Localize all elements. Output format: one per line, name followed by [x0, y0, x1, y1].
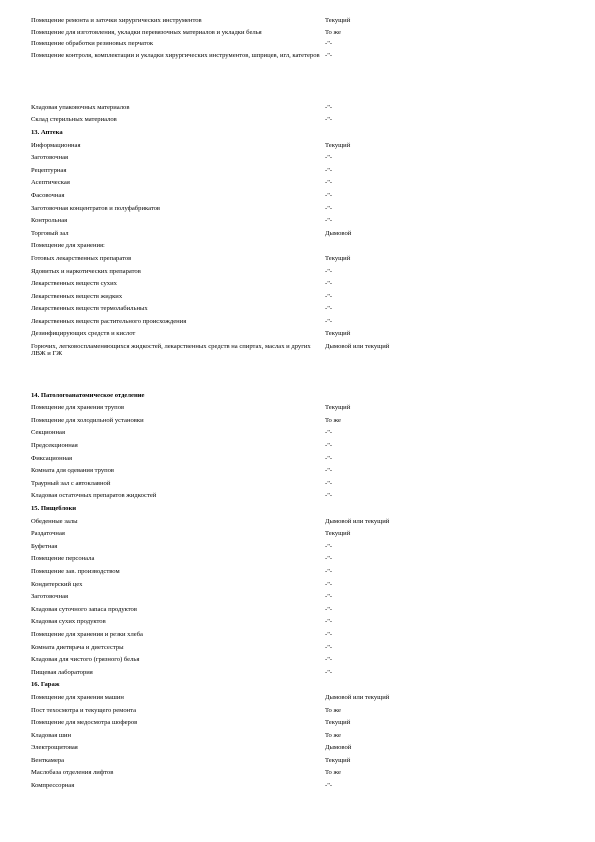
disinfection-method: -"- — [325, 166, 333, 174]
room-name: Кладовая для чистого (грязного) белья — [31, 656, 140, 664]
disinfection-method: То же — [325, 731, 341, 739]
table-row — [0, 604, 595, 617]
table-row — [0, 102, 595, 115]
room-name: Кладовая сухих продуктов — [31, 618, 106, 626]
room-name: Предсекционная — [31, 442, 78, 450]
disinfection-method: Текущий — [325, 404, 351, 412]
disinfection-method: -"- — [325, 542, 333, 550]
table-row — [0, 767, 595, 780]
room-name: Фасовочная — [31, 191, 65, 199]
table-row — [0, 328, 595, 341]
disinfection-method: -"- — [325, 267, 333, 275]
room-name: Траурный зал с автоклавной — [31, 479, 111, 487]
table-row — [0, 742, 595, 755]
room-name: Помещение зав. производством — [31, 567, 120, 575]
room-name: Пищевая лаборатория — [31, 668, 93, 676]
room-name: Буфетная — [31, 542, 58, 550]
table-row — [0, 278, 595, 291]
room-name: Раздаточная — [31, 530, 65, 538]
disinfection-method: -"- — [325, 492, 333, 500]
disinfection-method: То же — [325, 706, 341, 714]
room-name: Контрольная — [31, 217, 68, 225]
room-name: Электрощитовая — [31, 744, 78, 752]
room-name: Склад стерильных материалов — [31, 116, 117, 124]
disinfection-method: -"- — [325, 618, 333, 626]
room-name: Асептическая — [31, 179, 70, 187]
section-gap — [0, 360, 595, 390]
room-name: Помещение для изготовления, укладки перевязочных материалов и укладки белья — [31, 29, 262, 37]
room-name: Кладовая упаковочных материалов — [31, 103, 130, 111]
table-row — [0, 190, 595, 203]
disinfection-method: -"- — [325, 656, 333, 664]
table-row — [0, 415, 595, 428]
disinfection-method: -"- — [325, 317, 333, 325]
room-name: Дезинфицирующих средств и кислот — [31, 330, 136, 338]
table-row — [0, 730, 595, 743]
table-row — [0, 642, 595, 655]
room-name: Помещение для хранения: — [31, 242, 105, 250]
table-row — [0, 705, 595, 718]
disinfection-method: -"- — [325, 116, 333, 124]
table-row — [0, 654, 595, 667]
table-row — [0, 553, 595, 566]
disinfection-method: -"- — [325, 567, 333, 575]
table-row — [0, 579, 595, 592]
disinfection-method: -"- — [325, 442, 333, 450]
disinfection-method: -"- — [325, 555, 333, 563]
disinfection-method: Дымовой или текущий — [325, 517, 390, 525]
room-name: Кондитерский цех — [31, 580, 83, 588]
section-heading — [0, 503, 595, 516]
room-name: Кладовая остаточных препаратов жидкостей — [31, 492, 157, 500]
disinfection-method: Текущий — [325, 756, 351, 764]
table-row — [0, 253, 595, 266]
room-name: Секционная — [31, 429, 65, 437]
room-name: Обеденные залы — [31, 517, 78, 525]
disinfection-method: Дымовой — [325, 229, 352, 237]
room-name: Помещение ремонта и заточки хирургических инструментов — [31, 17, 202, 24]
disinfection-method: Текущий — [325, 719, 351, 727]
table-row — [0, 303, 595, 316]
room-name: Готовых лекарственных препаратов — [31, 254, 132, 262]
disinfection-method: То же — [325, 416, 341, 424]
disinfection-method: -"- — [325, 292, 333, 300]
table-row — [0, 316, 595, 329]
room-name: Маслобаза отделения лифтов — [31, 769, 114, 777]
table-row — [0, 478, 595, 491]
room-name: Компрессорная — [31, 782, 75, 790]
disinfection-method: -"- — [325, 643, 333, 651]
table-row — [0, 15, 595, 28]
disinfection-method: Текущий — [325, 17, 351, 24]
disinfection-method: Дымовой или текущий — [325, 693, 390, 701]
disinfection-method: -"- — [325, 52, 333, 60]
table-row — [0, 692, 595, 705]
room-name: Помещение персонала — [31, 555, 95, 563]
table-row — [0, 152, 595, 165]
table-row — [0, 780, 595, 793]
table-row — [0, 490, 595, 503]
room-name: Комната диетврача и диетсестры — [31, 643, 124, 651]
table-row — [0, 402, 595, 415]
table-row — [0, 667, 595, 680]
room-name: Пост техосмотра и текущего ремонта — [31, 706, 137, 714]
disinfection-method: -"- — [325, 40, 333, 48]
disinfection-method: -"- — [325, 103, 333, 111]
room-name: Лекарственных веществ растительного происхождения — [31, 317, 187, 325]
table-row — [0, 266, 595, 279]
room-name: Лекарственных веществ сухих — [31, 280, 117, 288]
room-name: Помещение для медосмотра шоферов — [31, 719, 138, 727]
disinfection-method: -"- — [325, 467, 333, 475]
disinfection-method: -"- — [325, 782, 333, 790]
disinfection-method: -"- — [325, 217, 333, 225]
table-row — [0, 453, 595, 466]
disinfection-method: -"- — [325, 580, 333, 588]
disinfection-method: -"- — [325, 593, 333, 601]
room-name: Помещение для холодильной установки — [31, 416, 144, 424]
room-name: Заготовочная — [31, 593, 69, 601]
disinfection-method: Текущий — [325, 141, 351, 149]
table-row — [0, 165, 595, 178]
table-row — [0, 566, 595, 579]
table-row — [0, 427, 595, 440]
room-name: Венткамера — [31, 756, 65, 764]
room-name: Помещение обработки резиновых перчаток — [31, 40, 154, 48]
table-row — [0, 541, 595, 554]
disinfection-method: -"- — [325, 191, 333, 199]
section-gap — [0, 62, 595, 102]
room-name: Ядовитых и наркотических препаратов — [31, 267, 141, 275]
room-name: Фиксационная — [31, 454, 73, 462]
table-row — [0, 717, 595, 730]
table-row — [0, 228, 595, 241]
disinfection-method: Дымовой или текущий — [325, 342, 390, 350]
disinfection-method: -"- — [325, 429, 333, 437]
table-row — [0, 203, 595, 216]
disinfection-method: -"- — [325, 179, 333, 187]
table-row — [0, 616, 595, 629]
disinfection-method: -"- — [325, 204, 333, 212]
disinfection-method: -"- — [325, 668, 333, 676]
table-row — [0, 465, 595, 478]
room-name: Комната для одевания трупов — [31, 467, 115, 475]
room-name: Кладовая суточного запаса продуктов — [31, 605, 137, 613]
disinfection-method: Дымовой — [325, 744, 352, 752]
table-row — [0, 114, 595, 127]
room-name: Заготовочная концентратов и полуфабрикатов — [31, 204, 161, 212]
disinfection-method: Текущий — [325, 254, 351, 262]
section-heading — [0, 127, 595, 140]
table-row — [0, 291, 595, 304]
section-title: 13. Аптека — [31, 128, 63, 136]
table-row — [0, 528, 595, 541]
table-row — [0, 629, 595, 642]
disinfection-method: Текущий — [325, 530, 351, 538]
table-row — [0, 440, 595, 453]
disinfection-method: -"- — [325, 630, 333, 638]
disinfection-method: Текущий — [325, 330, 351, 338]
section-heading — [0, 679, 595, 692]
room-name: Помещение контроля, комплектации и укладки хирургических инструментов, шприцев, игл, катетеров — [31, 52, 320, 60]
table-row — [0, 591, 595, 604]
table-row — [0, 28, 595, 39]
room-name: Рецептурная — [31, 166, 67, 174]
disinfection-method: -"- — [325, 305, 333, 313]
section-title: 16. Гараж — [31, 681, 60, 689]
table-row — [0, 140, 595, 153]
room-name: Помещение для хранения и резки хлеба — [31, 630, 143, 638]
table-row — [0, 51, 595, 62]
disinfection-method: То же — [325, 29, 341, 37]
room-name: Торговый зал — [31, 229, 69, 237]
table-row — [0, 215, 595, 228]
table-row — [0, 516, 595, 529]
disinfection-method: -"- — [325, 454, 333, 462]
disinfection-method: -"- — [325, 154, 333, 162]
disinfection-method: -"- — [325, 605, 333, 613]
room-name: Заготовочная — [31, 154, 69, 162]
section-heading — [0, 390, 595, 403]
room-name: Кладовая шин — [31, 731, 72, 739]
table-row — [0, 240, 595, 253]
disinfection-method: То же — [325, 769, 341, 777]
table-row — [0, 38, 595, 51]
room-name: Помещение для хранения трупов — [31, 404, 125, 412]
room-name: Горючих, легковоспламеняющихся жидкостей, лекарственных средств на спиртах, маслах и других ЛВЖ и ГЖ — [31, 342, 311, 358]
room-name: Информационная — [31, 141, 81, 149]
section-title: 15. Пищеблоки — [31, 505, 77, 512]
table-row — [0, 177, 595, 190]
disinfection-method: -"- — [325, 479, 333, 487]
room-name: Лекарственных веществ термолабильных — [31, 305, 148, 313]
table-row — [0, 755, 595, 768]
table-row — [0, 341, 595, 360]
room-name: Помещение для хранения машин — [31, 693, 124, 701]
room-name: Лекарственных веществ жидких — [31, 292, 123, 300]
disinfection-method: -"- — [325, 280, 333, 288]
section-title: 14. Патологоанатомическое отделение — [31, 391, 145, 399]
